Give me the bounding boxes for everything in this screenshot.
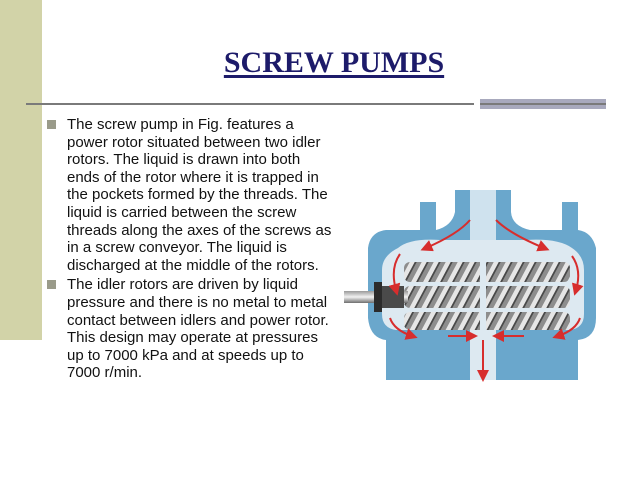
shaft-seal xyxy=(374,282,382,312)
square-bullet-icon xyxy=(47,280,56,289)
slide-title: SCREW PUMPS xyxy=(223,46,445,79)
power-rotor xyxy=(404,286,570,308)
shaft-bearing xyxy=(382,286,404,308)
square-bullet-icon xyxy=(47,120,56,129)
bullet-text-1: The screw pump in Fig. features a power rotor situated between two idler rotors. The liquid is drawn into both ends of the rotor where it is trapped in the pockets formed by the threads. The liquid is carried between the screw threads along the axes of the screws as in a screw conveyor. The liquid is discharged at the middle of the rotors. xyxy=(67,116,332,274)
bullet-item-2 xyxy=(45,276,335,382)
title-divider-right xyxy=(480,99,606,109)
sidebar-accent xyxy=(0,0,42,340)
screw-pump-illustration xyxy=(340,190,624,386)
screw-pump-figure xyxy=(340,190,624,386)
rotor-center-gap xyxy=(480,260,486,332)
bullet-text-2: The idler rotors are driven by liquid pressure and there is no metal to metal contact between idlers and power rotor. This design may operate at pressures up to 7000 kPa and at speeds up to 7000 r/min. xyxy=(67,276,329,382)
upper-idler-rotor xyxy=(404,262,570,282)
bullet-item-1 xyxy=(45,116,335,274)
bullet-list xyxy=(45,116,335,382)
lower-idler-rotor xyxy=(404,312,570,330)
title-divider-left xyxy=(26,103,474,105)
